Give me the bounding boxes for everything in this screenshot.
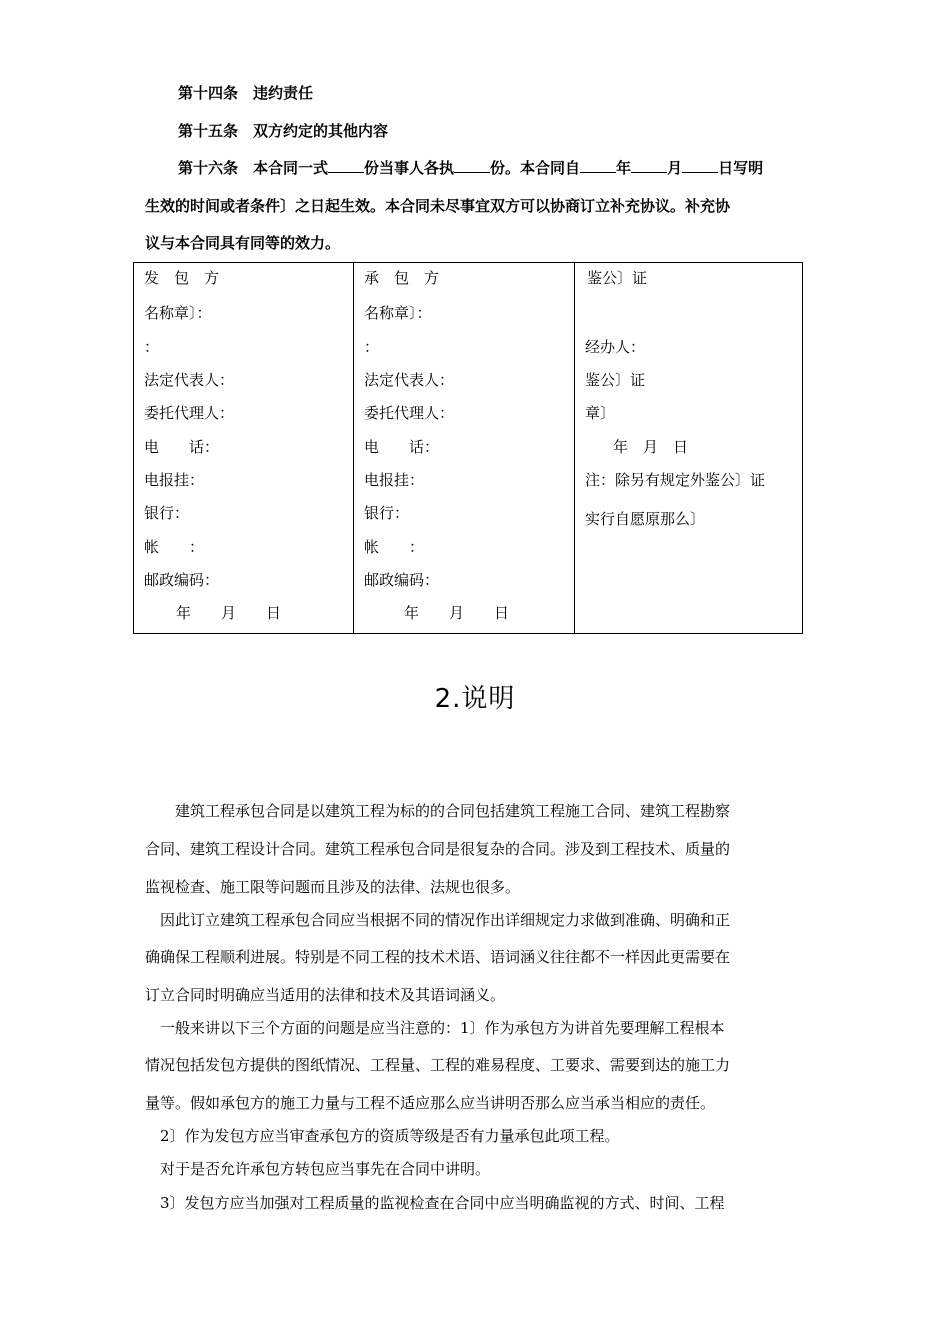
notary-note-1: 注：除另有规定外鉴公〕证 — [585, 471, 766, 489]
notary-note-2: 实行自愿原那么〕 — [585, 510, 706, 528]
employer-agent: 委托代理人： — [144, 404, 235, 422]
contractor-name: 名称章〕： — [364, 304, 432, 322]
body-line: 建筑工程承包合同是以建筑工程为标的的合同包括建筑工程施工合同、建筑工程勘察 — [145, 802, 731, 820]
employer-cell — [134, 263, 354, 634]
body-line: 确确保工程顺利进展。特别是不同工程的技术术语、语词涵义往往都不一样因此更需要在 — [145, 948, 731, 966]
body-line: 合同、建筑工程设计合同。建筑工程承包合同是很复杂的合同。涉及到工程技术、质量的 — [145, 840, 731, 858]
employer-legal-rep: 法定代表人： — [144, 371, 235, 389]
notary-seal-label-2: 章〕 — [585, 404, 616, 422]
body-line: 因此订立建筑工程承包合同应当根据不同的情况作出详细规定力求做到准确、明确和正 — [145, 911, 731, 929]
contractor-agent: 委托代理人： — [364, 404, 455, 422]
contractor-header: 承 包 方 — [364, 269, 440, 287]
employer-date: 年 月 日 — [176, 604, 282, 622]
notary-cell — [575, 263, 803, 634]
body-line: 量等。假如承包方的施工力量与工程不适应那么应当讲明否那么应当承当相应的责任。 — [145, 1094, 716, 1112]
article-15: 第十五条 双方约定的其他内容 — [178, 122, 389, 140]
notary-header: 鉴公〕证 — [587, 269, 648, 287]
contractor-cell — [354, 263, 575, 634]
employer-header: 发 包 方 — [144, 269, 220, 287]
contractor-telegram: 电报挂： — [364, 471, 425, 489]
contractor-phone: 电 话： — [364, 438, 440, 456]
employer-account: 帐 ： — [144, 538, 205, 556]
month-blank — [631, 158, 667, 173]
body-line: 情况包括发包方提供的图纸情况、工程量、工程的难易程度、工要求、需要到达的施工力 — [145, 1056, 731, 1074]
each-copies-blank — [454, 158, 490, 173]
body-line: 3〕发包方应当加强对工程质量的监视检查在合同中应当明确监视的方式、时间、工程 — [145, 1194, 725, 1212]
body-line: 对于是否允许承包方转包应当事先在合同中讲明。 — [145, 1160, 491, 1178]
article-16-line2: 生效的时间或者条件〕之日起生效。本合同未尽事宜双方可以协商订立补充协议。补充协 — [145, 197, 731, 215]
article-16-text-b: 份当事人各执 — [364, 159, 455, 177]
section-title: 2.说明 — [434, 684, 516, 714]
year-blank — [580, 158, 616, 173]
article-14: 第十四条 违约责任 — [178, 84, 314, 102]
body-line: 订立合同时明确应当适用的法律和技术及其语词涵义。 — [145, 986, 506, 1004]
employer-telegram: 电报挂： — [144, 471, 205, 489]
employer-phone: 电 话： — [144, 438, 220, 456]
body-line: 监视检查、施工限等问题而且涉及的法律、法规也很多。 — [145, 878, 521, 896]
contractor-date: 年 月 日 — [404, 604, 510, 622]
contractor-postcode: 邮政编码： — [364, 571, 440, 589]
contractor-legal-rep: 法定代表人： — [364, 371, 455, 389]
employer-name: 名称章〕： — [144, 304, 212, 322]
contractor-bank: 银行： — [364, 504, 410, 522]
contractor-account: 帐 ： — [364, 538, 425, 556]
day-blank — [682, 158, 718, 173]
article-16-day: 日写明 — [718, 159, 764, 177]
employer-colon: ： — [144, 338, 160, 356]
copies-blank — [328, 158, 364, 173]
signature-table — [133, 262, 803, 634]
article-16-line1 — [178, 157, 763, 178]
body-line: 一般来讲以下三个方面的问题是应当注意的：1〕作为承包方为讲首先要理解工程根本 — [145, 1019, 725, 1037]
article-16-text-a: 第十六条 本合同一式 — [178, 159, 329, 177]
body-line: 2〕作为发包方应当审查承包方的资质等级是否有力量承包此项工程。 — [145, 1127, 620, 1145]
employer-bank: 银行： — [144, 504, 190, 522]
employer-postcode: 邮政编码： — [144, 571, 220, 589]
notary-seal-label: 鉴公〕证 — [585, 371, 646, 389]
contractor-colon: ： — [364, 338, 380, 356]
article-16-line3: 议与本合同具有同等的效力。 — [145, 234, 341, 252]
article-16-text-c: 份。本合同自 — [490, 159, 581, 177]
notary-date: 年 月 日 — [613, 438, 689, 456]
notary-handler: 经办人： — [585, 338, 646, 356]
article-16-year: 年 — [616, 159, 632, 177]
article-16-month: 月 — [667, 159, 683, 177]
